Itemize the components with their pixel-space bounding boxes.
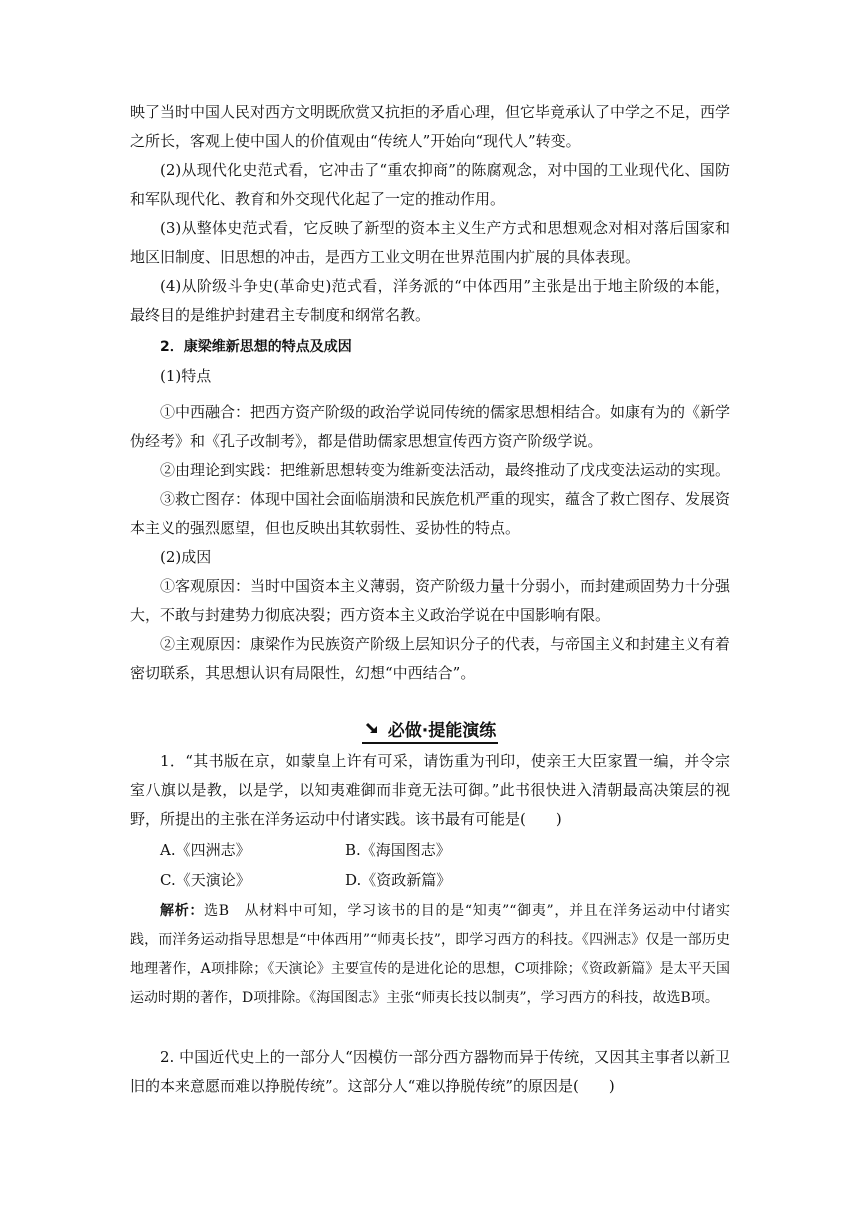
paragraph-continuation: 映了当时中国人民对西方文明既欣赏又抗拒的矛盾心理，但它毕竟承认了中学之不足，西学之所长，客观上使中国人的价值观由“传统人”开始向“现代人”转变。 [130,103,731,150]
q1-answer-explanation [130,897,730,1013]
paragraph-class-struggle: (4)从阶级斗争史(革命史)范式看，洋务派的“中体西用”主张是出于地主阶级的本能，最终目的是维护封建君主专制度和纲常名教。 [130,277,730,324]
question-2: 2. 中国近代史上的一部分人“因模仿一部分西方器物而异于传统，又因其主事者以新卫旧的本来意愿而难以挣脱传统”。这部分人“难以挣脱传统”的原因是( ) [130,1048,730,1095]
question-1: 1．“其书版在京，如蒙皇上许有可采，请饬重为刊印，使亲王大臣家置一编，并令宗室八旗以是教，以是学，以知夷难御而非竟无法可御。”此书很快进入清朝最高决策层的视野，所提出的主张在洋务运动中付诸实践。该书最有可能是( ) [130,752,730,828]
answer-text: 选B 从材料中可知，学习该书的目的是“知夷”“御夷”，并且在洋务运动中付诸实践，而洋务运动指导思想是“中体西用”“师夷长技”，即学习西方的科技。《四洲志》仅是一部历史地理著作，A项排除；《天演论》主要宣传的是进化论的思想，C项排除；《资政新篇》是太平天国运动时期的著作，D项排除。《海国图志》主张“师夷长技以制夷”，学习西方的科技，故选B项。 [130,903,731,1006]
arrow-down-right-icon [364,720,382,738]
subheading-causes: (2)成因 [160,548,212,566]
feature-item-1: ①中西融合：把西方资产阶级的政治学说同传统的儒家思想相结合。如康有为的《新学伪经考》和《孔子改制考》，都是借助儒家思想宣传西方资产阶级学说。 [130,403,731,450]
q1-option-d: D.《资政新篇》 [345,871,452,889]
feature-item-2: ②由理论到实践：把维新思想转变为维新变法活动，最终推动了戊戌变法运动的实现。 [160,461,731,479]
q1-option-c: C.《天演论》 [160,871,251,889]
practice-section-title: 必做·提能演练 [387,721,497,741]
q1-option-a: A.《四洲志》 [160,841,251,859]
answer-label: 解析： [160,903,205,919]
cause-item-2: ②主观原因：康梁作为民族资产阶级上层知识分子的代表，与帝国主义和封建主义有着密切联系，其思想认识有局限性，幻想“中西结合”。 [130,635,731,682]
paragraph-holistic: (3)从整体史范式看，它反映了新型的资本主义生产方式和思想观念对相对落后国家和地区旧制度、旧思想的冲击，是西方工业文明在世界范围内扩展的具体表现。 [130,219,730,266]
subheading-features: (1)特点 [160,367,212,385]
paragraph-modernization: (2)从现代化史范式看，它冲击了“重农抑商”的陈腐观念，对中国的工业现代化、国防和军队现代化、教育和外交现代化起了一定的推动作用。 [130,161,730,208]
section-heading-kangliang: 2．康梁维新思想的特点及成因 [160,339,352,355]
feature-item-3: ③救亡图存：体现中国社会面临崩溃和民族危机严重的现实，蕴含了救亡图存、发展资本主义的强烈愿望，但也反映出其软弱性、妥协性的特点。 [130,490,731,537]
practice-section-header [0,716,860,744]
q1-option-b: B.《海国图志》 [345,841,451,859]
cause-item-1: ①客观原因：当时中国资本主义薄弱，资产阶级力量十分弱小，而封建顽固势力十分强大，不敢与封建势力彻底决裂；西方资本主义政治学说在中国影响有限。 [130,577,731,624]
